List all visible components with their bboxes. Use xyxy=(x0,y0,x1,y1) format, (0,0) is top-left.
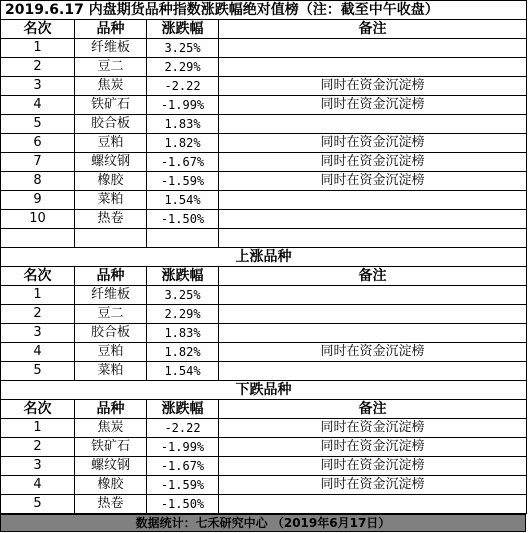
header-rank: 名次 xyxy=(1,267,75,286)
note-cell xyxy=(219,115,527,134)
change-cell: 1.54% xyxy=(147,191,219,210)
product-cell: 纤维板 xyxy=(75,286,147,305)
header-product: 品种 xyxy=(75,20,147,39)
rank-cell: 7 xyxy=(1,153,75,172)
change-cell: 1.82% xyxy=(147,134,219,153)
note-cell xyxy=(219,58,527,77)
table-row xyxy=(1,305,527,324)
rising-section-row xyxy=(1,248,527,267)
change-cell: 2.29% xyxy=(147,58,219,77)
product-cell: 橡胶 xyxy=(75,172,147,191)
product-cell: 热卷 xyxy=(75,495,147,514)
change-cell: 1.54% xyxy=(147,362,219,381)
product-cell: 螺纹钢 xyxy=(75,457,147,476)
change-cell: -2.22 xyxy=(147,77,219,96)
header-note: 备注 xyxy=(219,400,527,419)
table-row xyxy=(1,495,527,514)
change-cell: -1.67% xyxy=(147,153,219,172)
product-cell: 豆粕 xyxy=(75,343,147,362)
table-row xyxy=(1,210,527,229)
table-row xyxy=(1,419,527,438)
rank-cell: 2 xyxy=(1,58,75,77)
rank-cell: 9 xyxy=(1,191,75,210)
change-cell: 2.29% xyxy=(147,305,219,324)
product-cell: 豆二 xyxy=(75,305,147,324)
rank-cell: 2 xyxy=(1,438,75,457)
rank-cell: 8 xyxy=(1,172,75,191)
change-cell: -1.99% xyxy=(147,438,219,457)
change-cell: 1.82% xyxy=(147,343,219,362)
header-rank: 名次 xyxy=(1,20,75,39)
note-cell: 同时在资金沉淀榜 xyxy=(219,96,527,115)
rank-cell: 2 xyxy=(1,305,75,324)
product-cell: 铁矿石 xyxy=(75,438,147,457)
change-cell: 3.25% xyxy=(147,39,219,58)
note-cell: 同时在资金沉淀榜 xyxy=(219,343,527,362)
table-row xyxy=(1,343,527,362)
rank-cell: 3 xyxy=(1,457,75,476)
table-row xyxy=(1,77,527,96)
table-row xyxy=(1,191,527,210)
note-cell: 同时在资金沉淀榜 xyxy=(219,457,527,476)
product-cell: 菜粕 xyxy=(75,362,147,381)
change-cell: -1.59% xyxy=(147,172,219,191)
falling-section-title: 下跌品种 xyxy=(1,381,527,400)
rank-cell: 1 xyxy=(1,286,75,305)
empty-cell xyxy=(219,229,527,248)
header-product: 品种 xyxy=(75,400,147,419)
table-row xyxy=(1,39,527,58)
note-cell xyxy=(219,495,527,514)
note-cell xyxy=(219,362,527,381)
note-cell: 同时在资金沉淀榜 xyxy=(219,476,527,495)
header-change: 涨跌幅 xyxy=(147,400,219,419)
header-row xyxy=(1,20,527,39)
header-row xyxy=(1,267,527,286)
product-cell: 胶合板 xyxy=(75,115,147,134)
product-cell: 豆粕 xyxy=(75,134,147,153)
rank-cell: 1 xyxy=(1,39,75,58)
table-body xyxy=(1,1,527,514)
change-cell: -1.99% xyxy=(147,96,219,115)
rank-cell: 5 xyxy=(1,362,75,381)
header-product: 品种 xyxy=(75,267,147,286)
title-row xyxy=(1,1,527,20)
product-cell: 焦炭 xyxy=(75,419,147,438)
header-note: 备注 xyxy=(219,267,527,286)
header-note: 备注 xyxy=(219,20,527,39)
note-cell xyxy=(219,191,527,210)
table-row xyxy=(1,96,527,115)
rank-cell: 1 xyxy=(1,419,75,438)
header-change: 涨跌幅 xyxy=(147,267,219,286)
product-cell: 铁矿石 xyxy=(75,96,147,115)
falling-section-row xyxy=(1,381,527,400)
empty-cell xyxy=(147,229,219,248)
note-cell xyxy=(219,324,527,343)
product-cell: 橡胶 xyxy=(75,476,147,495)
table-row xyxy=(1,172,527,191)
footer-source: 数据统计：七禾研究中心 （2019年6月17日） xyxy=(0,514,526,532)
table-row xyxy=(1,153,527,172)
table-row xyxy=(1,115,527,134)
rising-section-title: 上涨品种 xyxy=(1,248,527,267)
table-row xyxy=(1,286,527,305)
note-cell: 同时在资金沉淀榜 xyxy=(219,438,527,457)
rank-cell: 10 xyxy=(1,210,75,229)
rank-cell: 4 xyxy=(1,343,75,362)
change-cell: 3.25% xyxy=(147,286,219,305)
note-cell: 同时在资金沉淀榜 xyxy=(219,419,527,438)
header-row xyxy=(1,400,527,419)
table-row xyxy=(1,362,527,381)
rank-cell: 5 xyxy=(1,115,75,134)
rank-cell: 5 xyxy=(1,495,75,514)
empty-cell xyxy=(1,229,75,248)
note-cell: 同时在资金沉淀榜 xyxy=(219,153,527,172)
change-cell: -1.50% xyxy=(147,495,219,514)
change-cell: 1.83% xyxy=(147,115,219,134)
change-cell: -2.22 xyxy=(147,419,219,438)
note-cell xyxy=(219,210,527,229)
empty-row xyxy=(1,229,527,248)
table-title: 2019.6.17 内盘期货品种指数涨跌幅绝对值榜（注：截至中午收盘） xyxy=(1,1,527,20)
change-cell: -1.50% xyxy=(147,210,219,229)
product-cell: 菜粕 xyxy=(75,191,147,210)
change-cell: -1.59% xyxy=(147,476,219,495)
rank-cell: 4 xyxy=(1,476,75,495)
product-cell: 胶合板 xyxy=(75,324,147,343)
product-cell: 热卷 xyxy=(75,210,147,229)
change-cell: -1.67% xyxy=(147,457,219,476)
product-cell: 纤维板 xyxy=(75,39,147,58)
change-cell: 1.83% xyxy=(147,324,219,343)
product-cell: 豆二 xyxy=(75,58,147,77)
note-cell: 同时在资金沉淀榜 xyxy=(219,172,527,191)
rank-cell: 3 xyxy=(1,324,75,343)
note-cell: 同时在资金沉淀榜 xyxy=(219,77,527,96)
rank-cell: 6 xyxy=(1,134,75,153)
rank-cell: 4 xyxy=(1,96,75,115)
empty-cell xyxy=(75,229,147,248)
table-row xyxy=(1,324,527,343)
rank-cell: 3 xyxy=(1,77,75,96)
note-cell xyxy=(219,305,527,324)
table-row xyxy=(1,134,527,153)
table-row xyxy=(1,457,527,476)
table-row xyxy=(1,438,527,457)
note-cell xyxy=(219,39,527,58)
table-row xyxy=(1,58,527,77)
product-cell: 螺纹钢 xyxy=(75,153,147,172)
header-change: 涨跌幅 xyxy=(147,20,219,39)
table-row xyxy=(1,476,527,495)
note-cell: 同时在资金沉淀榜 xyxy=(219,134,527,153)
note-cell xyxy=(219,286,527,305)
product-cell: 焦炭 xyxy=(75,77,147,96)
header-rank: 名次 xyxy=(1,400,75,419)
